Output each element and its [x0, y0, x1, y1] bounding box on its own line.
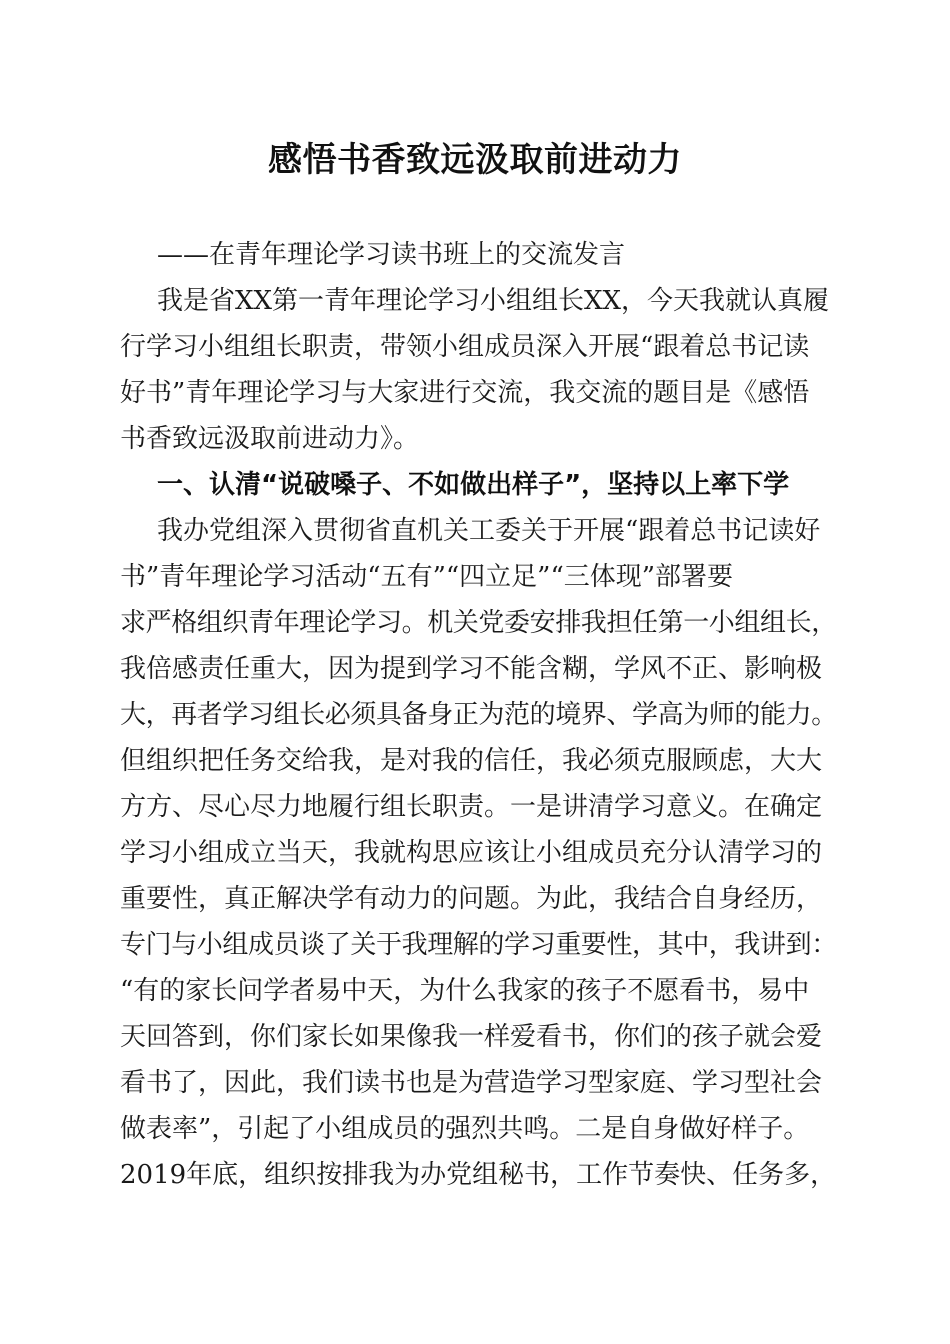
body-line: 看书了，因此，我们读书也是为营造学习型家庭、学习型社会 [120, 1068, 823, 1098]
subtitle-line: ——在青年理论学习读书班上的交流发言 [157, 240, 626, 270]
body-line: 我倍感责任重大，因为提到学习不能含糊，学风不正、影响极 [120, 654, 823, 684]
body-line: 书香致远汲取前进动力》。 [120, 424, 420, 454]
document-body [120, 232, 837, 1198]
body-line: 重要性，真正解决学有动力的问题。为此，我结合自身经历， [120, 884, 823, 914]
body-line: 我办党组深入贯彻省直机关工委关于开展“跟着总书记读好 [157, 516, 821, 546]
body-line: 书”青年理论学习活动“五有”“四立足”“三体现”部署要 [120, 562, 734, 592]
body-line: 专门与小组成员谈了关于我理解的学习重要性，其中，我讲到： [120, 930, 837, 960]
body-line: “有的家长问学者易中天，为什么我家的孩子不愿看书，易中 [120, 976, 810, 1006]
body-line: 行学习小组组长职责，带领小组成员深入开展“跟着总书记读 [120, 332, 810, 362]
body-line: 学习小组成立当天，我就构思应该让小组成员充分认清学习的 [120, 838, 823, 868]
body-line: 天回答到，你们家长如果像我一样爱看书，你们的孩子就会爱 [120, 1022, 823, 1052]
body-line: 但组织把任务交给我，是对我的信任，我必须克服顾虑，大大 [120, 746, 823, 776]
section-heading: 一、认清“说破嗓子、不如做出样子”，坚持以上率下学 [157, 470, 790, 500]
body-line: 2019年底，组织按排我为办党组秘书，工作节奏快、任务多， [120, 1160, 837, 1190]
body-line: 求严格组织青年理论学习。机关党委安排我担任第一小组组长， [120, 608, 837, 638]
document-title: 感悟书香致远汲取前进动力 [268, 140, 682, 180]
body-line: 大，再者学习组长必须具备身正为范的境界、学高为师的能力。 [120, 700, 837, 730]
body-line: 好书”青年理论学习与大家进行交流，我交流的题目是《感悟 [120, 378, 810, 408]
body-line: 方方、尽心尽力地履行组长职责。一是讲清学习意义。在确定 [120, 792, 823, 822]
body-line: 做表率”，引起了小组成员的强烈共鸣。二是自身做好样子。 [120, 1114, 810, 1144]
body-line: 我是省XX第一青年理论学习小组组长XX，今天我就认真履 [157, 286, 830, 316]
